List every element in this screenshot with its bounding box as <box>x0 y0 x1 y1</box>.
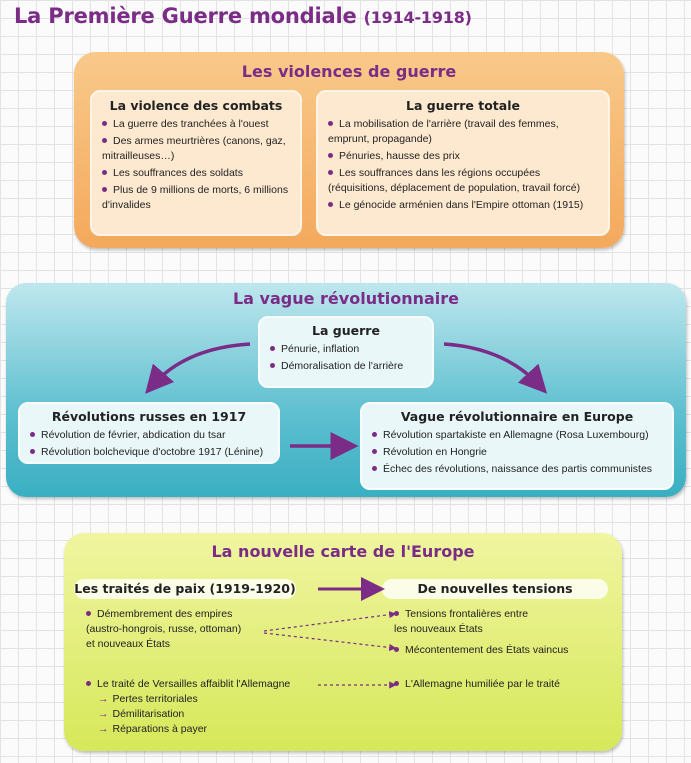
card-violence-combats <box>90 90 302 236</box>
bullet-list <box>270 342 422 374</box>
bullet-dot-icon <box>372 466 377 471</box>
page-title <box>14 4 472 28</box>
list-item-text: Plus de 9 millions de morts, 6 millions d'invalides <box>102 184 289 211</box>
list-item-text: Révolution bolchevique d'octobre 1917 (Lénine) <box>41 446 264 458</box>
panel-carte-europe <box>64 533 622 751</box>
card-la-guerre-title: La guerre <box>312 323 380 338</box>
left-item-1 <box>86 607 241 652</box>
list-item-text: Réparations à payer <box>112 723 208 735</box>
list-item-text: Pertes territoriales <box>112 693 198 705</box>
bullet-dot-icon <box>372 432 377 437</box>
list-item-text: Démembrement des empires <box>97 608 233 620</box>
page-title-text: La Première Guerre mondiale <box>14 4 357 28</box>
card-violence-combats-title: La violence des combats <box>109 98 283 113</box>
bullet-dot-icon <box>270 346 275 351</box>
list-item <box>270 342 422 357</box>
panel-violences <box>74 52 624 248</box>
bullet-dot-icon <box>328 170 333 175</box>
list-item <box>328 198 598 213</box>
list-item-text: Démilitarisation <box>112 708 185 720</box>
bullet-dot-icon <box>86 611 91 616</box>
bullet-dot-icon <box>30 432 35 437</box>
bullet-list <box>372 428 662 477</box>
bullet-dot-icon <box>102 138 107 143</box>
list-item <box>102 183 290 213</box>
list-item <box>102 166 290 181</box>
bullet-list <box>102 117 290 213</box>
right-item-2 <box>394 643 568 658</box>
list-item <box>372 428 662 443</box>
arrow-right-icon: → <box>98 723 109 735</box>
list-item-text: Les souffrances dans les régions occupées (réquisitions, déplacement de population, travail forcé) <box>328 167 581 194</box>
bullet-dot-icon <box>328 121 333 126</box>
right-item-1 <box>394 607 528 637</box>
list-item <box>102 134 290 164</box>
left-item-2 <box>86 677 290 737</box>
panel-revolution <box>6 283 686 497</box>
bullet-dot-icon <box>394 611 399 616</box>
card-revolutions-russes <box>18 402 280 464</box>
card-vague-europe <box>360 402 674 490</box>
list-item-text: Pénurie, inflation <box>281 343 360 355</box>
list-item-text: L'Allemagne humiliée par le traité <box>405 678 560 690</box>
list-item <box>86 722 290 737</box>
list-item-text: La guerre des tranchées à l'ouest <box>113 118 269 130</box>
bullet-dot-icon <box>86 681 91 686</box>
bullet-dot-icon <box>328 202 333 207</box>
list-item-text: et nouveaux États <box>86 638 171 650</box>
list-item <box>328 149 598 164</box>
list-item-text: Révolution en Hongrie <box>383 446 487 458</box>
panel-carte-europe-title: La nouvelle carte de l'Europe <box>211 542 475 561</box>
list-item <box>86 707 290 722</box>
tensions-subhead: De nouvelles tensions <box>382 579 608 599</box>
bullet-dot-icon <box>102 170 107 175</box>
bullet-dot-icon <box>270 363 275 368</box>
panel-revolution-title: La vague révolutionnaire <box>232 289 460 308</box>
list-item-text: (austro-hongrois, russe, ottoman) <box>86 623 242 635</box>
panel-violences-title: Les violences de guerre <box>241 62 457 81</box>
bullet-dot-icon <box>394 647 399 652</box>
bullet-dot-icon <box>102 121 107 126</box>
list-item-text: Démoralisation de l'arrière <box>281 360 404 372</box>
list-item-text: Tensions frontalières entre <box>405 608 529 620</box>
list-item <box>86 677 290 692</box>
list-item <box>30 428 268 443</box>
list-item-text: Pénuries, hausse des prix <box>339 150 460 162</box>
bullet-list <box>328 117 598 213</box>
bullet-list <box>30 428 268 460</box>
list-item <box>270 359 422 374</box>
card-vague-europe-title: Vague révolutionnaire en Europe <box>400 409 634 424</box>
list-item-text: La mobilisation de l'arrière (travail des femmes, emprunt, propagande) <box>328 118 559 145</box>
list-item-text: Révolution spartakiste en Allemagne (Rosa Luxembourg) <box>383 429 649 441</box>
arrow-right-icon: → <box>98 693 109 705</box>
card-guerre-totale <box>316 90 610 236</box>
bullet-dot-icon <box>102 187 107 192</box>
bullet-dot-icon <box>394 681 399 686</box>
page-title-years: (1914-1918) <box>363 8 472 27</box>
list-item-text: Mécontentement des États vaincus <box>405 644 569 656</box>
list-item <box>102 117 290 132</box>
bullet-dot-icon <box>372 449 377 454</box>
list-item <box>394 607 528 622</box>
list-item-text: les nouveaux États <box>394 623 483 635</box>
list-item <box>328 166 598 196</box>
list-item <box>86 607 241 622</box>
traites-subhead: Les traités de paix (1919-1920) <box>74 579 296 599</box>
bullet-dot-icon <box>30 449 35 454</box>
list-item <box>372 462 662 477</box>
list-item <box>30 445 268 460</box>
card-guerre-totale-title: La guerre totale <box>406 98 520 113</box>
list-item-text: Le génocide arménien dans l'Empire ottoman (1915) <box>339 199 584 211</box>
list-item-text: Des armes meurtrières (canons, gaz, mitrailleuses…) <box>102 135 286 162</box>
bullet-dot-icon <box>328 153 333 158</box>
arrow-right-icon: → <box>98 708 109 720</box>
list-item-text: Le traité de Versailles affaiblit l'Allemagne <box>97 678 291 690</box>
right-item-3 <box>394 677 560 692</box>
list-item-text: Échec des révolutions, naissance des partis communistes <box>383 463 653 475</box>
card-la-guerre <box>258 316 434 388</box>
card-revolutions-russes-title: Révolutions russes en 1917 <box>51 409 247 424</box>
list-item <box>86 692 290 707</box>
list-item-text: Révolution de février, abdication du tsar <box>41 429 226 441</box>
list-item-text: Les souffrances des soldats <box>113 167 243 179</box>
list-item <box>328 117 598 147</box>
list-item <box>372 445 662 460</box>
